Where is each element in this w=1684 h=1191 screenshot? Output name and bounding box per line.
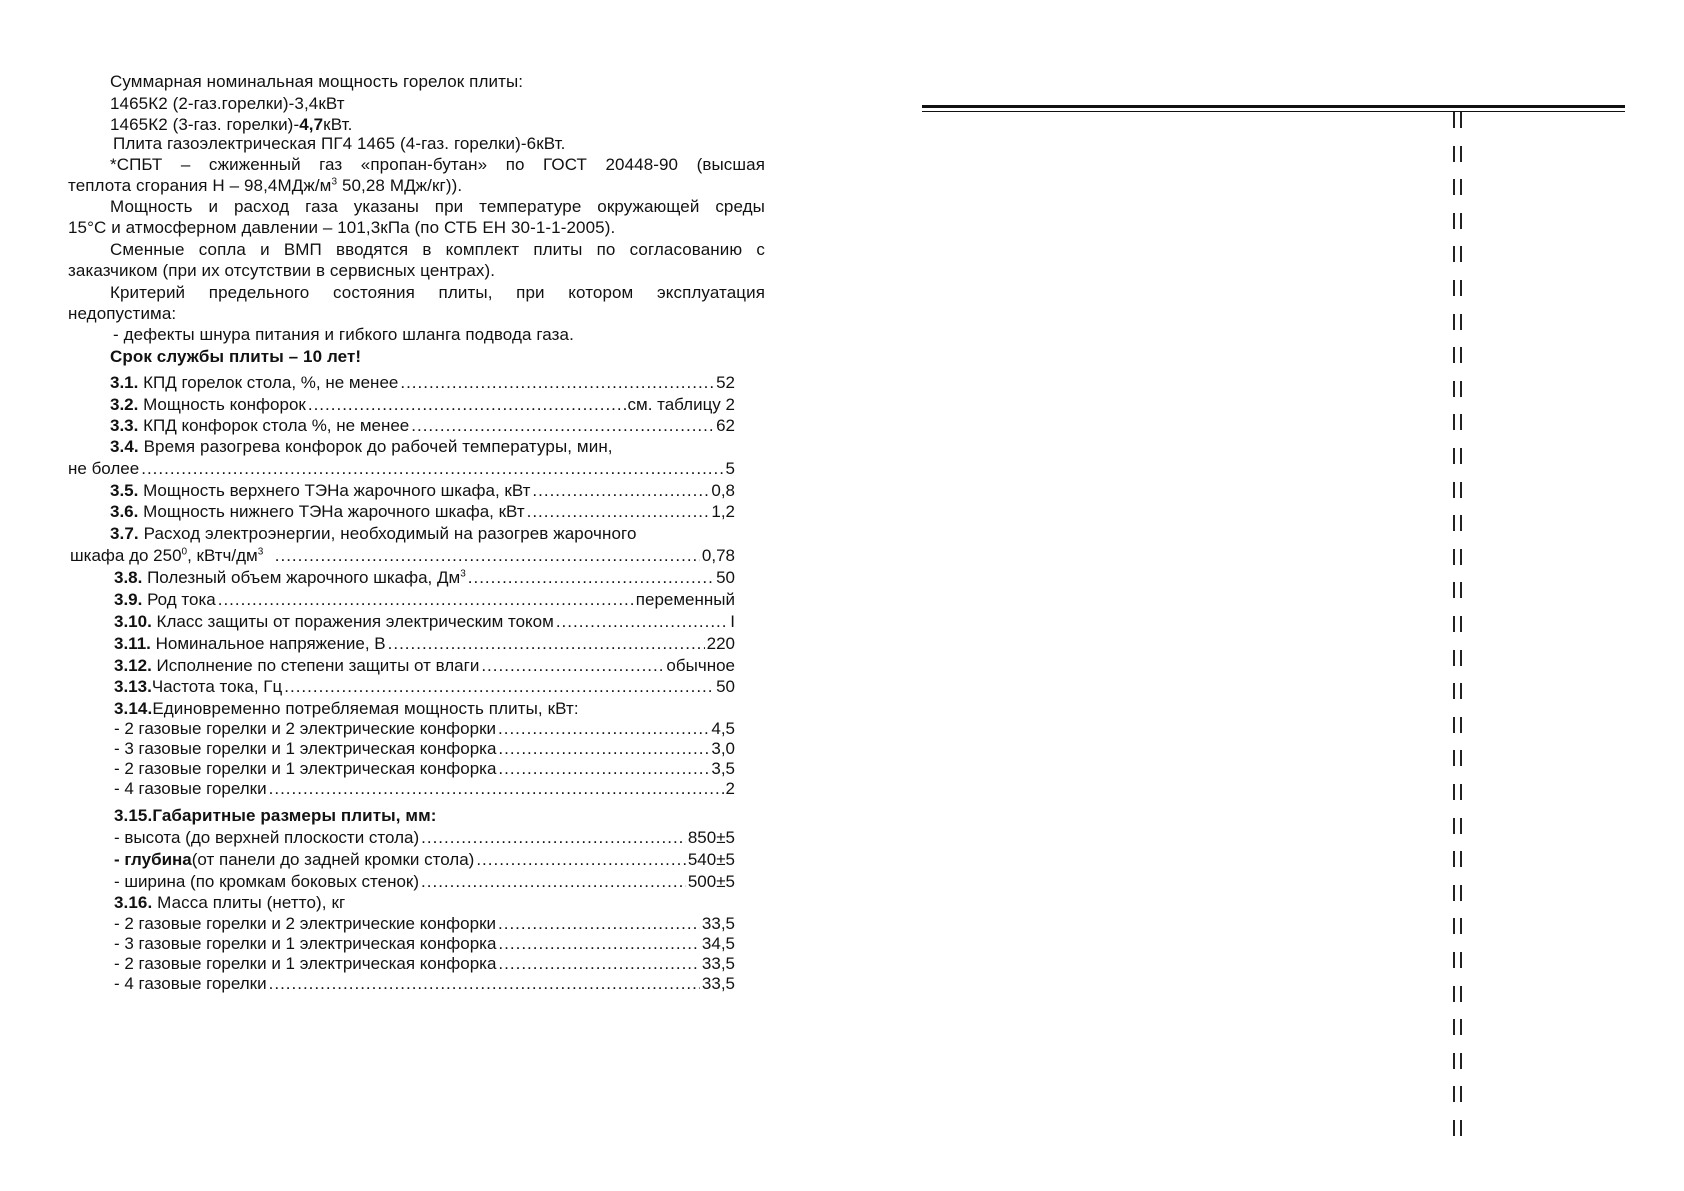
spbt-line-1: *СПБТ – сжиженный газ «пропан-бутан» по ГОСТ 20448-90 (высшая xyxy=(110,155,765,174)
cut-mark xyxy=(1453,918,1463,934)
service-life: Срок службы плиты – 10 лет! xyxy=(110,347,362,366)
spec-3-3: 3.3. КПД конфорок стола %, не менее ..... 62 xyxy=(110,416,735,436)
cut-mark xyxy=(1453,482,1463,498)
spec-3-7-title: 3.7. Расход электроэнергии, необходимый на разогрев жарочного xyxy=(110,524,637,543)
criterion-line-3: - дефекты шнура питания и гибкого шланга подвода газа. xyxy=(113,325,574,344)
spec-3-15-item: - ширина (по кромкам боковых стенок) ..... 500±5 xyxy=(114,872,735,892)
cut-mark xyxy=(1453,818,1463,834)
nozzle-line-1: Сменные сопла и ВМП вводятся в комплект плиты по согласованию с xyxy=(110,240,765,259)
spec-3-7: шкафа до $250^0$, кВтч/$дм^3$ ..... 0,78 xyxy=(70,546,735,566)
spec-3-4: не более ..... 5 xyxy=(68,459,735,479)
intro-line-4: Плита газоэлектрическая ПГ4 1465 (4-газ. горелки)-6кВт. xyxy=(113,134,566,153)
spec-3-8: 3.8. Полезный объем жарочного шкафа, $Дм^3$ ..... 50 xyxy=(114,568,735,588)
spec-3-11: 3.11. Номинальное напряжение, В ..... 220 xyxy=(114,634,735,654)
spec-3-15-item: - высота (до верхней плоскости стола) ..... 850±5 xyxy=(114,828,735,848)
spec-3-12: 3.12. Исполнение по степени защиты от влаги ..... обычное xyxy=(114,656,735,676)
cut-mark xyxy=(1453,414,1463,430)
cut-mark xyxy=(1453,1019,1463,1035)
spec-3-14-item: - 2 газовые горелки и 1 электрическая конфорка ..... 3,5 xyxy=(114,759,735,779)
cut-mark xyxy=(1453,1120,1463,1136)
spec-3-14-item: - 3 газовые горелки и 1 электрическая конфорка ..... 3,0 xyxy=(114,739,735,759)
spec-3-13: 3.13.Частота тока, Гц ..... 50 xyxy=(114,677,735,697)
cut-mark xyxy=(1453,1053,1463,1069)
power-line-1: Мощность и расход газа указаны при температуре окружающей среды xyxy=(110,197,765,216)
spec-3-16-title: 3.16. Масса плиты (нетто), кг xyxy=(114,893,346,912)
spec-3-6: 3.6. Мощность нижнего ТЭНа жарочного шкафа, кВт ..... 1,2 xyxy=(110,502,735,522)
cut-mark xyxy=(1453,952,1463,968)
spec-3-16-item: - 4 газовые горелки ..... 33,5 xyxy=(114,974,735,994)
spec-3-14-title: 3.14.Единовременно потребляемая мощность плиты, кВт: xyxy=(114,699,579,718)
criterion-line-2: недопустима: xyxy=(68,304,177,323)
spec-3-5: 3.5. Мощность верхнего ТЭНа жарочного шкафа, кВт ..... 0,8 xyxy=(110,481,735,501)
cut-mark xyxy=(1453,582,1463,598)
cut-mark xyxy=(1453,213,1463,229)
criterion-line-1: Критерий предельного состояния плиты, при котором эксплуатация xyxy=(110,283,765,302)
cut-mark xyxy=(1453,986,1463,1002)
spec-3-15-item: - глубина(от панели до задней кромки стола) ..... 540±5 xyxy=(114,850,735,870)
cut-mark xyxy=(1453,515,1463,531)
power-line-2: 15°С и атмосферном давлении – 101,3кПа (по СТБ ЕН 30-1-1-2005). xyxy=(68,218,616,237)
spec-3-2: 3.2. Мощность конфорок ..... см. таблицу 2 xyxy=(110,395,735,415)
cut-mark xyxy=(1453,683,1463,699)
spec-3-16-item: - 3 газовые горелки и 1 электрическая конфорка ..... 34,5 xyxy=(114,934,735,954)
spec-3-1: 3.1. КПД горелок стола, %, не менее ..... 52 xyxy=(110,373,735,393)
cut-mark xyxy=(1453,146,1463,162)
spec-3-10: 3.10. Класс защиты от поражения электрическим током ..... I xyxy=(114,612,735,632)
cut-mark xyxy=(1453,784,1463,800)
cut-mark xyxy=(1453,851,1463,867)
spbt-line-2: теплота сгорания Н – $98,4МДж/м^3$ 50,28 МДж/кг)). xyxy=(68,176,463,195)
cut-mark xyxy=(1453,885,1463,901)
cut-mark xyxy=(1453,1086,1463,1102)
cut-mark xyxy=(1453,179,1463,195)
cut-mark xyxy=(1453,280,1463,296)
header-rule-thin xyxy=(922,111,1625,112)
cut-mark xyxy=(1453,381,1463,397)
spec-3-14-item: - 2 газовые горелки и 2 электрические конфорки ..... 4,5 xyxy=(114,719,735,739)
spec-3-14-item: - 4 газовые горелки ..... 2 xyxy=(114,779,735,799)
spec-3-9: 3.9. Род тока ..... переменный xyxy=(114,590,735,610)
intro-line-2: 1465К2 (2-газ.горелки)-3,4кВт xyxy=(110,94,345,113)
cut-mark xyxy=(1453,616,1463,632)
nozzle-line-2: заказчиком (при их отсутствии в сервисных центрах). xyxy=(68,261,496,280)
cut-mark xyxy=(1453,246,1463,262)
cut-mark xyxy=(1453,750,1463,766)
header-rule-thick xyxy=(922,105,1625,108)
spec-3-4-title: 3.4. Время разогрева конфорок до рабочей температуры, мин, xyxy=(110,437,613,456)
intro-line-1: Суммарная номинальная мощность горелок плиты: xyxy=(110,72,524,91)
cut-mark xyxy=(1453,717,1463,733)
cut-mark xyxy=(1453,112,1463,128)
spec-3-16-item: - 2 газовые горелки и 1 электрическая конфорка ..... 33,5 xyxy=(114,954,735,974)
intro-line-3: 1465К2 (3-газ. горелки)-4,7кВт. xyxy=(110,115,353,134)
cut-mark xyxy=(1453,347,1463,363)
cut-mark xyxy=(1453,650,1463,666)
cut-mark xyxy=(1453,448,1463,464)
spec-3-16-item: - 2 газовые горелки и 2 электрические конфорки ..... 33,5 xyxy=(114,914,735,934)
cut-mark xyxy=(1453,549,1463,565)
spec-3-15-title: 3.15.Габаритные размеры плиты, мм: xyxy=(114,806,437,825)
cut-mark xyxy=(1453,314,1463,330)
